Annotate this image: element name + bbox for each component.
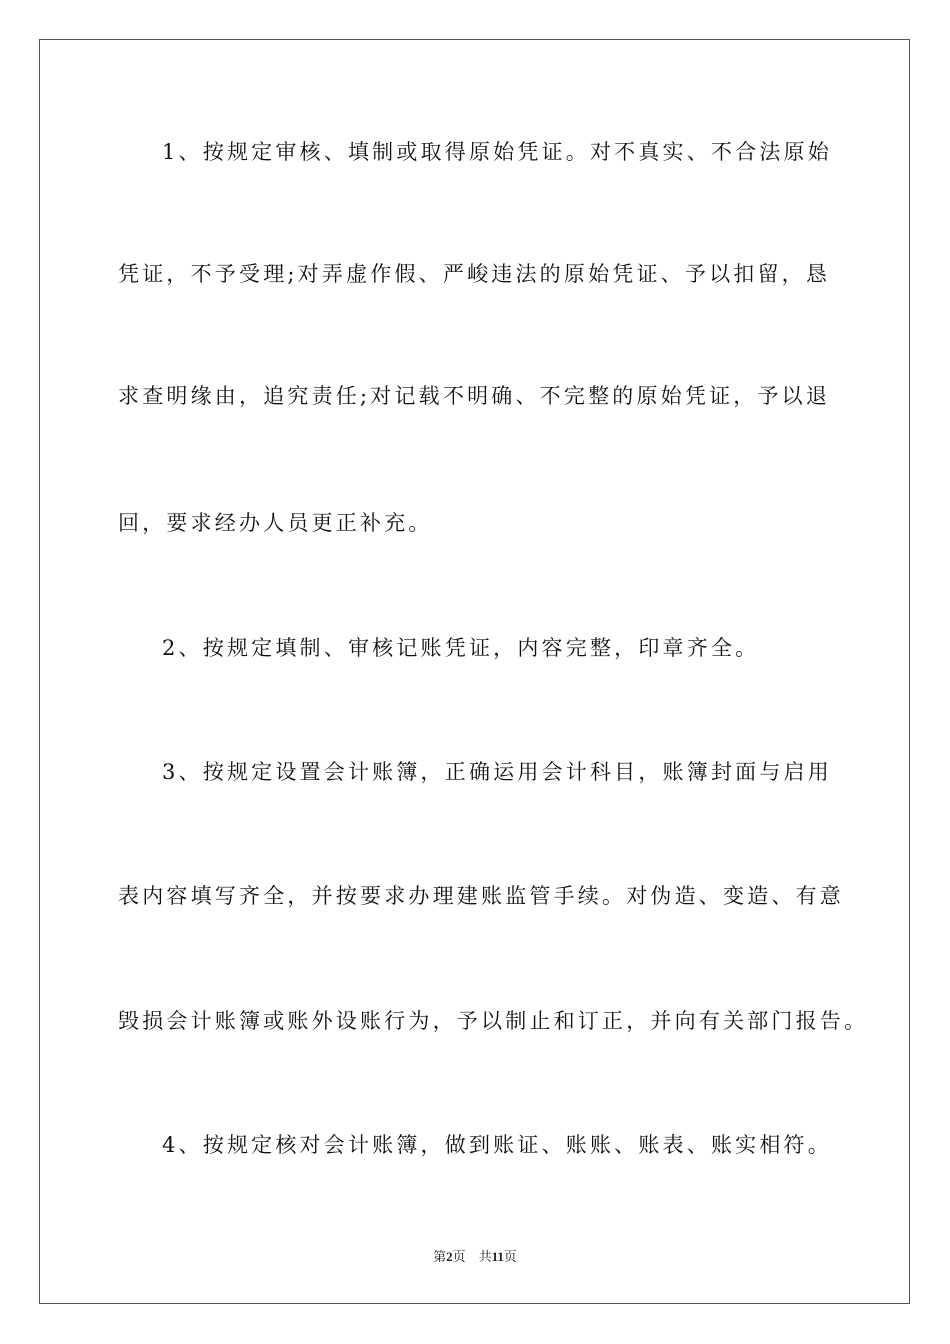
footer-page-number: 2 <box>446 1249 453 1264</box>
footer-prefix: 第 <box>433 1249 447 1264</box>
paragraph-1-line-1: 1、按规定审核、填制或取得原始凭证。对不真实、不合法原始 <box>162 140 832 164</box>
paragraph-3-line-3: 毁损会计账簿或账外设账行为，予以制止和订正，并向有关部门报告。 <box>118 1009 869 1033</box>
paragraph-1-line-2: 凭证，不予受理;对弄虚作假、严峻违法的原始凭证、予以扣留，恳 <box>118 262 831 286</box>
paragraph-3-line-1: 3、按规定设置会计账簿，正确运用会计科目，账簿封面与启用 <box>162 760 832 784</box>
paragraph-2-line-1: 2、按规定填制、审核记账凭证，内容完整，印章齐全。 <box>162 636 760 660</box>
paragraph-1-line-4: 回，要求经办人员更正补充。 <box>118 511 433 535</box>
paragraph-1-line-3: 求查明缘由，追究责任;对记载不明确、不完整的原始凭证，予以退 <box>118 384 831 408</box>
page-border <box>39 39 910 1304</box>
paragraph-4-line-1: 4、按规定核对会计账簿，做到账证、账账、账表、账实相符。 <box>162 1133 832 1157</box>
footer-mid: 页 共 <box>452 1249 492 1264</box>
footer-suffix: 页 <box>503 1249 517 1264</box>
page-footer <box>0 1246 950 1265</box>
paragraph-3-line-2: 表内容填写齐全，并按要求办理建账监管手续。对伪造、变造、有意 <box>118 884 844 908</box>
footer-total-pages: 11 <box>491 1249 504 1264</box>
